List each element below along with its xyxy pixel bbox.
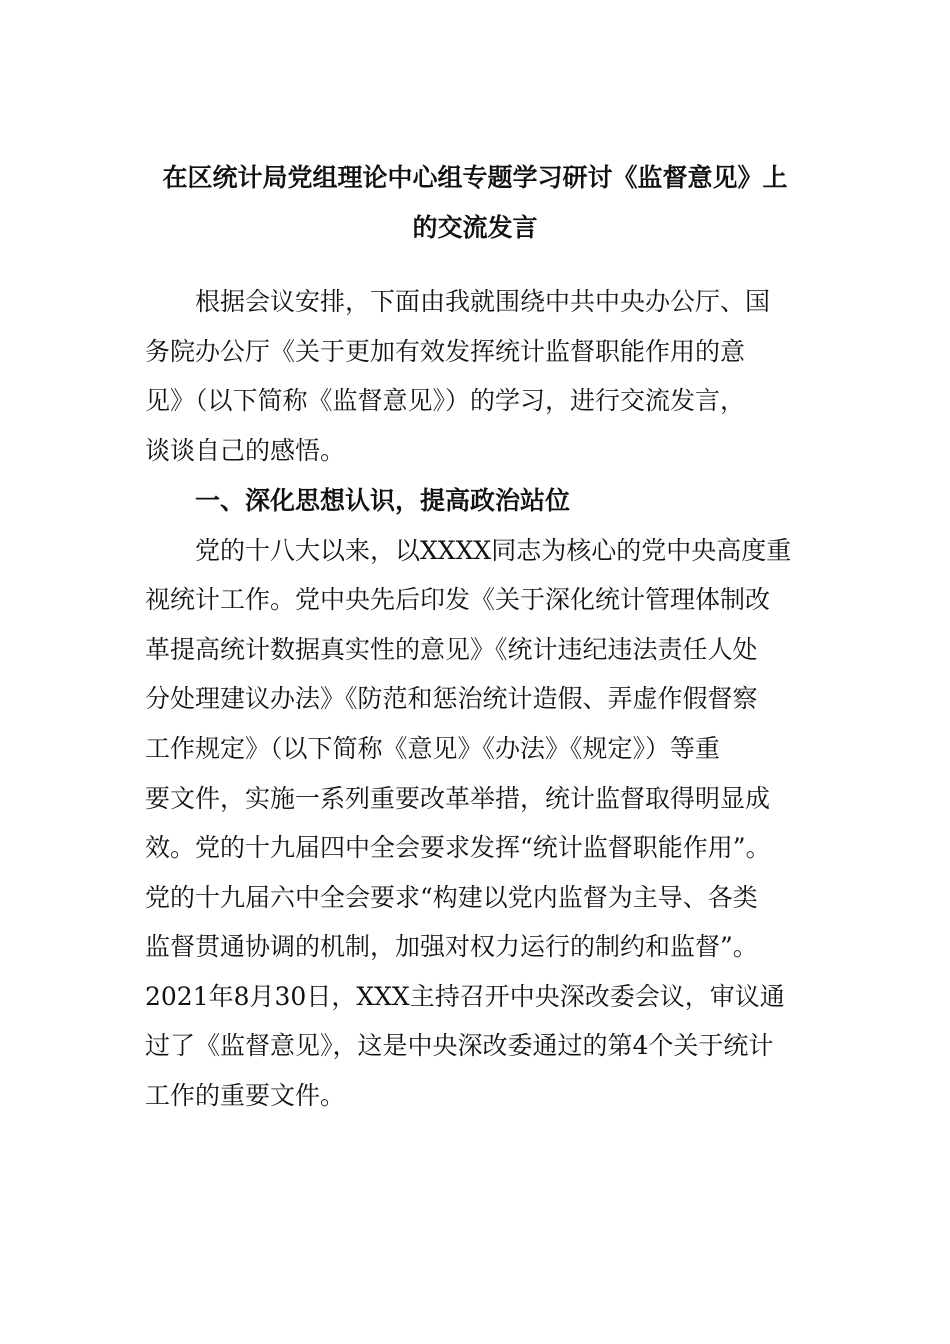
paragraph-2-line-10: 2021年8月30日，XXX主持召开中央深改委会议，审议通 xyxy=(145,982,785,1011)
paragraph-2-line-7: 效。党的十九届四中全会要求发挥“统计监督职能作用”。 xyxy=(145,833,771,862)
paragraph-2-line-5: 工作规定》（以下简称《意见》《办法》《规定》）等重 xyxy=(145,734,721,763)
paragraph-2-line-8: 党的十九届六中全会要求“构建以党内监督为主导、各类 xyxy=(145,883,758,912)
paragraph-2-line-11: 过了《监督意见》，这是中央深改委通过的第4个关于统计 xyxy=(145,1031,774,1060)
paragraph-2-line-6: 要文件，实施一系列重要改革举措，统计监督取得明显成 xyxy=(145,784,771,813)
document-title-line-1: 在区统计局党组理论中心组专题学习研讨《监督意见》上 xyxy=(162,163,788,192)
paragraph-1-line-3: 见》（以下简称《监督意见》）的学习，进行交流发言， xyxy=(145,386,746,415)
paragraph-1-line-4: 谈谈自己的感悟。 xyxy=(145,436,346,465)
paragraph-2-line-1: 党的十八大以来，以XXXX同志为核心的党中央高度重 xyxy=(145,536,792,565)
paragraph-2-line-3: 革提高统计数据真实性的意见》《统计违纪违法责任人处 xyxy=(145,635,758,664)
section-heading-1: 一、深化思想认识，提高政治站位 xyxy=(195,486,571,515)
paragraph-2-line-2: 视统计工作。党中央先后印发《关于深化统计管理体制改 xyxy=(145,585,771,614)
paragraph-2-line-4: 分处理建议办法》《防范和惩治统计造假、弄虚作假督察 xyxy=(145,684,758,713)
paragraph-1-line-2: 务院办公厅《关于更加有效发挥统计监督职能作用的意 xyxy=(145,337,746,366)
document-title-line-2: 的交流发言 xyxy=(412,213,538,242)
paragraph-2-line-9: 监督贯通协调的机制，加强对权力运行的制约和监督”。 xyxy=(145,932,758,961)
paragraph-2-line-12: 工作的重要文件。 xyxy=(145,1081,346,1110)
paragraph-1-line-1: 根据会议安排，下面由我就围绕中共中央办公厅、国 xyxy=(145,287,771,316)
